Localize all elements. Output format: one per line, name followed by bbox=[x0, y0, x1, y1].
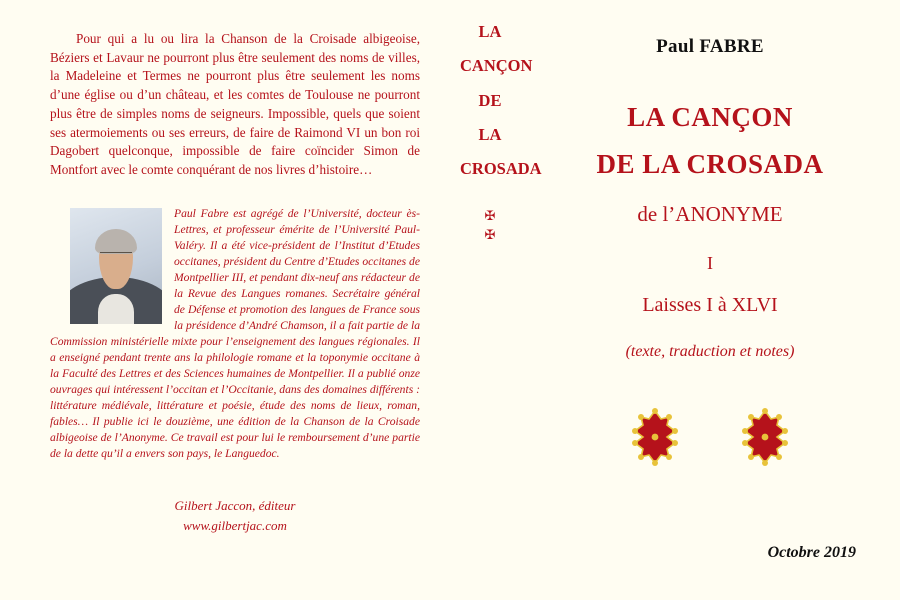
front-volume-number: I bbox=[707, 253, 713, 273]
back-cover-blurb: Pour qui a lu ou lira la Chanson de la Croisade albigeoise, Béziers et Lavaur ne pourront plus être seulement des noms de villes, la Madeleine et Termes ne pourront plus être seulement les noms d’une église ou d’un château, et les comtes de Toulouse ne pourront plus être de simples noms de seigneurs. Impossible, quels que soient ses atermoiements ou ses erreurs, de faire de Raimond VI un bon roi Dagobert quelconque, impossible de faire coïncider Simon de Montfort avec le comte conquérant de nos livres d’histoire… bbox=[50, 31, 420, 178]
cross-icon-top: ✠ bbox=[484, 208, 496, 224]
front-subtitle: de l’ANONYME bbox=[637, 202, 783, 226]
publisher-website[interactable]: www.gilbertjac.com bbox=[183, 517, 287, 533]
front-author-name: Paul FABRE bbox=[656, 36, 764, 57]
spine-line-crosada: CROSADA bbox=[460, 159, 542, 178]
occitan-cross-icon-left bbox=[623, 405, 687, 469]
front-title-line-1: LA CANÇON bbox=[627, 102, 793, 132]
author-bio-text: Paul Fabre est agrégé de l’Université, docteur ès-Lettres, et professeur émérite de l’Université Paul-Valéry. Il a été vice-président de l’Institut d’Etudes occitanes, président du Centre d’Etudes occitanes de Montpellier III, et pendant dix-neuf ans rédacteur de la Revue des Langues romanes. Secrétaire général de Défense et promotion des langues de France sous la présidence d’André Chamson, il a fait partie de la Commission ministérielle mixte pour l’enseignement des langues régionales. Il a enseigné pendant trente ans la philologie romane et la toponymie occitane à la Faculté des Lettres et des Sciences humaines de Montpellier. Il a publié onze ouvrages qui intéressent l’occitan et l’Occitanie, dans des domaines différents : littérature médiévale, littérature et poésie, étude des noms de lieux, roman, fables… Il publie ici le douzième, une édition de la Chanson de la Croisade albigeoise de l’Anonyme. Ce travail est pour lui le remboursement d’une partie de la dette qu’il a envers son pays, le Languedoc. bbox=[50, 206, 420, 460]
spine-title-block bbox=[460, 20, 542, 181]
author-portrait-image bbox=[70, 208, 162, 324]
book-spine bbox=[460, 0, 542, 600]
author-bio-block bbox=[50, 206, 420, 462]
publisher-block bbox=[50, 496, 420, 536]
front-title-line-2: DE LA CROSADA bbox=[596, 149, 824, 179]
spine-line-la: LA bbox=[478, 22, 502, 41]
occitan-crosses bbox=[542, 405, 878, 469]
spine-cross-icon bbox=[460, 207, 520, 245]
front-publication-date: Octobre 2019 bbox=[767, 544, 856, 561]
front-edition-note: (texte, traduction et notes) bbox=[625, 343, 795, 360]
spine-line-cancon: CANÇON bbox=[460, 56, 533, 76]
cross-icon-bottom: ✠ bbox=[484, 227, 496, 243]
publisher-name: Gilbert Jaccon, éditeur bbox=[174, 497, 296, 513]
portrait-shirt bbox=[98, 294, 135, 324]
occitan-cross-icon-right bbox=[733, 405, 797, 469]
portrait-glasses bbox=[100, 252, 131, 261]
front-laisses-range: Laisses I à XLVI bbox=[642, 294, 778, 316]
front-cover-panel bbox=[520, 0, 900, 600]
spine-line-la2: LA bbox=[478, 124, 502, 144]
spine-line-de: DE bbox=[478, 90, 502, 110]
